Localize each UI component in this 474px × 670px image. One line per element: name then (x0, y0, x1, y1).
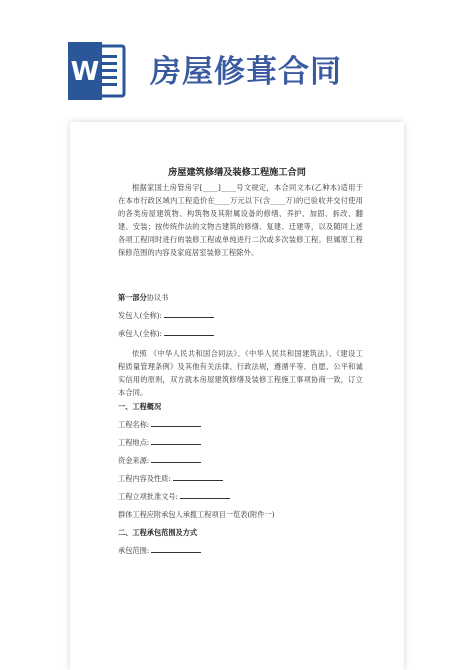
part-heading-text: 协议书 (146, 293, 169, 302)
contractor-label: 承包人(全称): (118, 329, 162, 338)
project-nature-label: 工程内容及性质: (118, 474, 171, 483)
contract-scope-label: 承包范围: (118, 546, 150, 555)
part-heading (118, 293, 168, 303)
project-name-blank[interactable] (151, 420, 201, 427)
field-project-nature (118, 474, 223, 484)
project-location-blank[interactable] (151, 438, 201, 445)
field-contract-scope (118, 546, 201, 556)
document-page (70, 122, 404, 670)
contractor-blank[interactable] (164, 329, 214, 336)
project-location-label: 工程地点: (118, 438, 150, 447)
funding-source-label: 资金来源: (118, 456, 150, 465)
word-document-icon (66, 40, 128, 102)
page-title: 房屋修葺合同 (150, 54, 342, 90)
basis-paragraph: 依照 《中华人民共和国合同法》、《中华人民共和国建筑法》、《建设工程质量管理条例》及其他有关法律、行政法规，遵循平等、自愿、公平和诚实信用的原则，双方就本房屋建筑修缮及装修工程施工事项协商一致，订立本合同。 (118, 349, 363, 398)
funding-source-blank[interactable] (151, 456, 201, 463)
part-heading-number: 第一部分 (118, 293, 147, 302)
approval-number-label: 工程立项批准文号: (118, 492, 178, 501)
employer-label: 发包人(全称): (118, 311, 162, 320)
employer-line (118, 311, 214, 321)
project-name-label: 工程名称: (118, 420, 150, 429)
group-project-note: 群体工程应附承包人承揽工程项目一览表(附件一) (118, 510, 275, 519)
section-2-heading: 二、工程承包范围及方式 (118, 528, 198, 537)
field-approval-number (118, 492, 230, 502)
contractor-line (118, 329, 214, 339)
section-1-heading: 一、工程概况 (118, 402, 162, 411)
approval-number-blank[interactable] (180, 492, 230, 499)
field-project-location (118, 438, 201, 448)
employer-blank[interactable] (164, 311, 214, 318)
intro-paragraph: 根据家国土房管房字[____]____号文规定，本合同文本(乙种本)适用于在本市行政区域内工程造价在____万元以下(含____万)的已验收并交付使用的各类房屋建筑物、构筑物及其附属设备的修缮、养护、加固、拆改、翻建、安装；按传统作法的文物古建筑的修缮、复建、迁建等，以及随同上述各项工程同时进行的装修工程或单纯进行二次或多次装修工程。但属原工程保修范围的内容及家庭居室装修工程除外。 (118, 183, 363, 258)
field-funding-source (118, 456, 201, 466)
word-logo-letter: W (70, 57, 100, 87)
contract-scope-blank[interactable] (151, 546, 201, 553)
project-nature-blank[interactable] (173, 474, 223, 481)
header-banner (0, 0, 474, 110)
contract-title: 房屋建筑修缮及装修工程施工合同 (168, 167, 306, 178)
field-project-name (118, 420, 201, 430)
